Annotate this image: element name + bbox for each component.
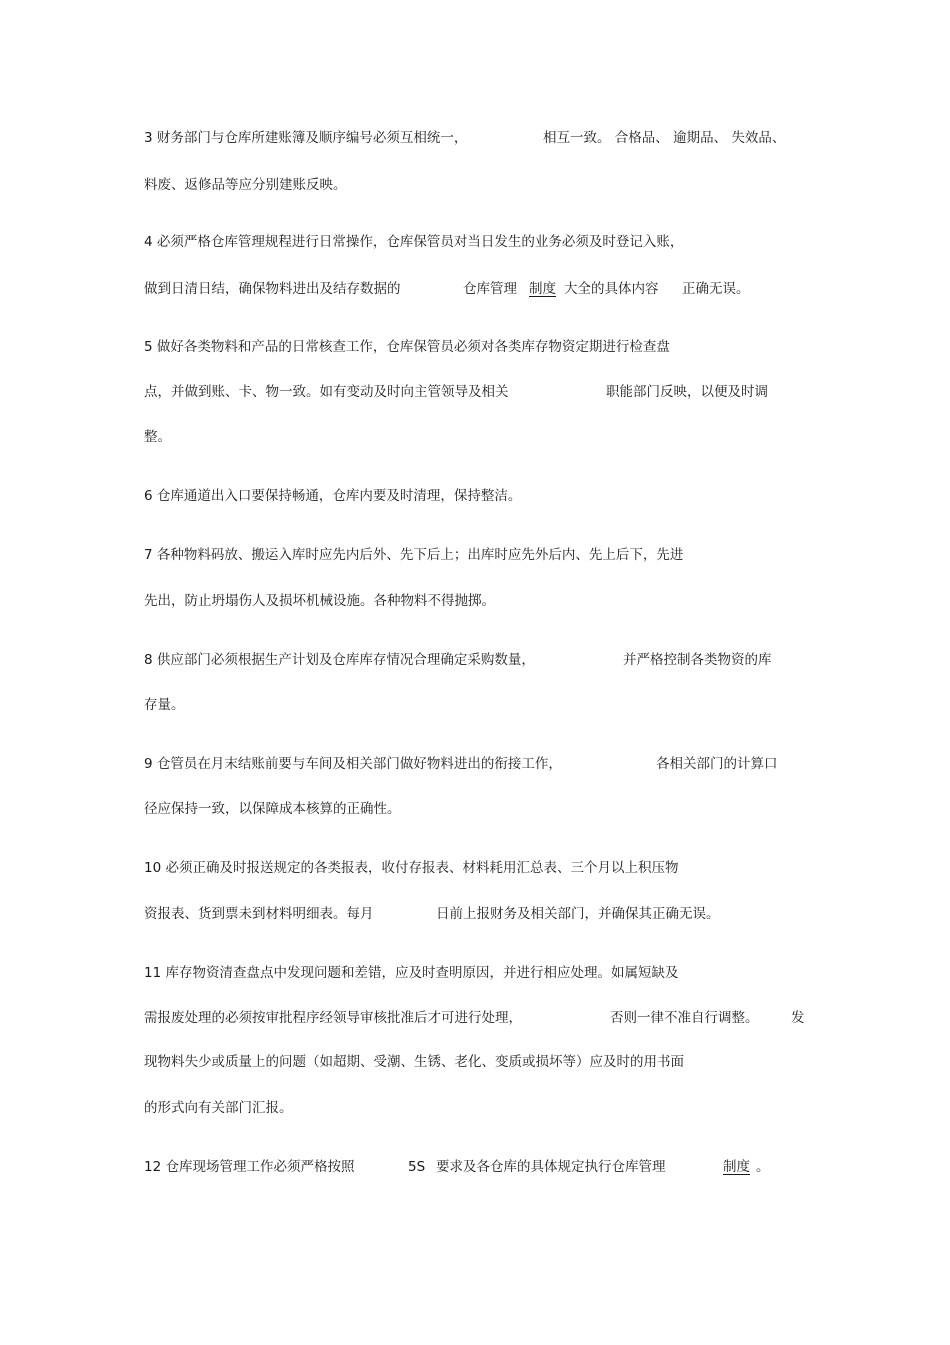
text-segment: 5S [408, 1159, 426, 1175]
text-segment: 。 [756, 1159, 770, 1175]
text-segment: 发 [791, 1010, 805, 1026]
text-segment: 12 仓库现场管理工作必须严格按照 [144, 1159, 355, 1175]
text-segment: 并严格控制各类物资的库 [623, 652, 772, 668]
text-segment: 需报废处理的必须按审批程序经领导审核批准后才可进行处理， [144, 1010, 522, 1026]
text-segment: 各相关部门的计算口 [656, 756, 778, 772]
text-segment: 存量。 [144, 697, 185, 713]
text-segment: 正确无误。 [682, 281, 750, 297]
underlined-term: 制度 [723, 1159, 750, 1175]
text-segment: 先出，防止坍塌伤人及损坏机械设施。各种物料不得抛掷。 [144, 593, 495, 609]
text-segment: 7 各种物料码放、搬运入库时应先内后外、先下后上；出库时应先外后内、先上后下，先进 [144, 547, 684, 563]
text-segment: 否则一律不准自行调整。 [610, 1010, 759, 1026]
text-segment: 日前上报财务及相关部门，并确保其正确无误。 [436, 906, 720, 922]
text-segment: 4 必须严格仓库管理规程进行日常操作，仓库保管员对当日发生的业务必须及时登记入账， [144, 234, 684, 250]
text-segment: 6 仓库通道出入口要保持畅通，仓库内要及时清理，保持整洁。 [144, 488, 522, 504]
text-segment: 做到日清日结，确保物料进出及结存数据的 [144, 281, 401, 297]
text-segment: 9 仓管员在月末结账前要与车间及相关部门做好物料进出的衔接工作， [144, 756, 562, 772]
text-segment: 的形式向有关部门汇报。 [144, 1100, 293, 1116]
text-segment: 现物料失少或质量上的问题（如超期、受潮、生锈、老化、变质或损坏等）应及时的用书面 [144, 1054, 684, 1070]
text-segment: 大全的具体内容 [564, 281, 659, 297]
text-segment: 8 供应部门必须根据生产计划及仓库库存情况合理确定采购数量， [144, 652, 535, 668]
text-segment: 仓库管理 [463, 281, 517, 297]
text-segment: 相互一致。 合格品、 逾期品、 失效品、 [543, 130, 786, 146]
text-segment: 径应保持一致，以保障成本核算的正确性。 [144, 801, 401, 817]
text-segment: 资报表、货到票未到材料明细表。每月 [144, 906, 374, 922]
text-segment: 3 财务部门与仓库所建账簿及顺序编号必须互相统一， [144, 130, 468, 146]
text-segment: 10 必须正确及时报送规定的各类报表，收付存报表、材料耗用汇总表、三个月以上积压物 [144, 860, 679, 876]
text-segment: 要求及各仓库的具体规定执行仓库管理 [436, 1159, 666, 1175]
underlined-term: 制度 [529, 281, 556, 297]
text-segment: 职能部门反映，以便及时调 [606, 384, 768, 400]
text-segment: 点，并做到账、卡、物一致。如有变动及时向主管领导及相关 [144, 384, 509, 400]
text-segment: 11 库存物资清查盘点中发现问题和差错，应及时查明原因，并进行相应处理。如属短缺及 [144, 965, 679, 981]
text-segment: 整。 [144, 429, 171, 445]
text-segment: 5 做好各类物料和产品的日常核查工作，仓库保管员必须对各类库存物资定期进行检查盘 [144, 339, 670, 355]
text-segment: 料废、返修品等应分别建账反映。 [144, 177, 347, 193]
